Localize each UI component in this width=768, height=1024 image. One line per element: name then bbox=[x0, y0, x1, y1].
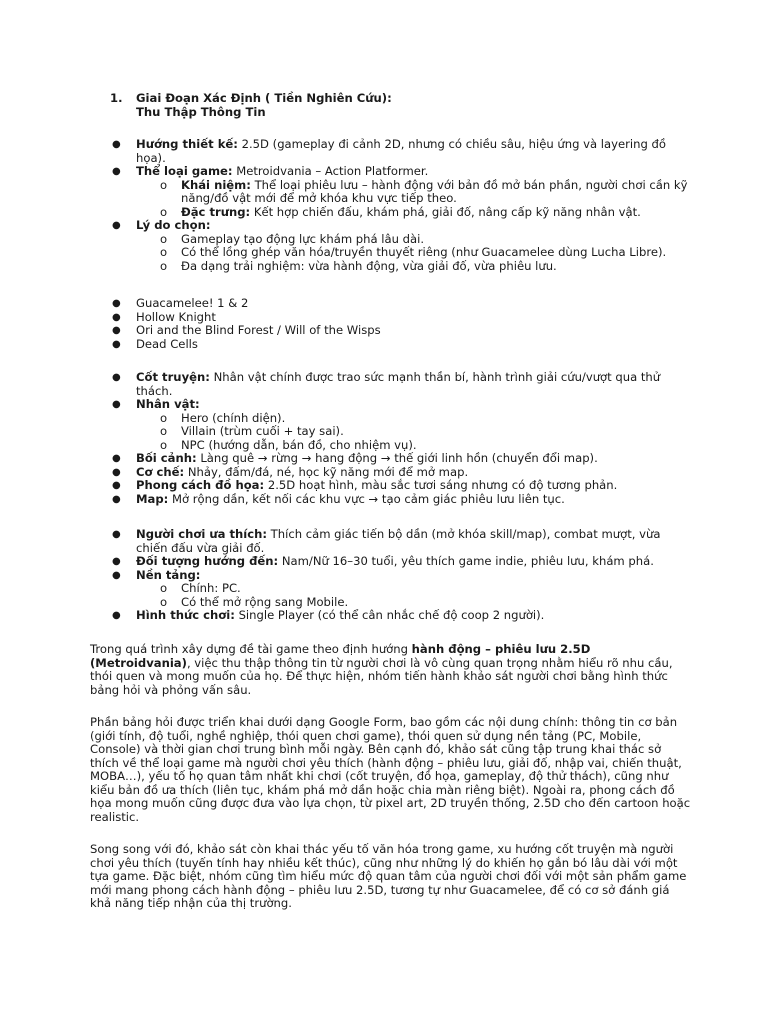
item-text: Mở rộng dần, kết nối các khu vực → tạo cảm giác phiêu lưu liên tục. bbox=[168, 491, 565, 506]
list-item bbox=[0, 609, 768, 623]
paragraph-intro bbox=[90, 643, 690, 697]
list-item bbox=[0, 452, 768, 466]
paragraph-line: kiểu bản đồ ưa thích (liên tục, khám phá mở dần hoặc chia màn riêng biệt). Ngoài ra, phong cách đồ bbox=[90, 782, 675, 797]
paragraph-line: MOBA…), yếu tố họ quan tâm nhất khi chơi (cốt truyện, đồ họa, gameplay, độ thử thách), cũng như bbox=[90, 769, 669, 783]
circle-bullet-icon: o bbox=[160, 581, 168, 595]
sub-text: Chính: PC. bbox=[181, 581, 241, 595]
paragraph-line: realistic. bbox=[90, 809, 140, 824]
bullet-icon: ● bbox=[112, 610, 121, 621]
item-text: Thích cảm giác tiến bộ dần (mở khóa skill/map), combat mượt, vừa bbox=[266, 527, 661, 541]
sub-label: Đặc trưng: bbox=[181, 204, 251, 219]
item-text: Làng quê → rừng → hang động → thế giới linh hồn (chuyển đổi map). bbox=[196, 451, 598, 465]
sub-text: Có thể lồng ghép văn hóa/truyền thuyết riêng (như Guacamelee dùng Lucha Libre). bbox=[181, 245, 667, 259]
bullet-icon: ● bbox=[112, 311, 121, 323]
item-label: Lý do chọn: bbox=[136, 218, 211, 232]
bullet-icon: ● bbox=[112, 493, 121, 505]
audience-list bbox=[0, 528, 768, 623]
bullet-icon: ● bbox=[112, 453, 121, 464]
item-text-cont: chiến đấu vừa giải đố. bbox=[136, 540, 265, 555]
paragraph-line: bảng hỏi và phỏng vấn sâu. bbox=[90, 682, 252, 697]
sub-text: NPC (hướng dẫn, bán đồ, cho nhiệm vụ). bbox=[181, 437, 417, 452]
item-label: Nhân vật: bbox=[136, 397, 200, 411]
circle-bullet-icon: o bbox=[160, 594, 168, 609]
sub-text: Kết hợp chiến đấu, khám phá, giải đố, nâng cấp kỹ năng nhân vật. bbox=[250, 204, 641, 219]
list-item bbox=[0, 165, 768, 179]
list-item bbox=[0, 569, 768, 583]
list-item bbox=[0, 338, 768, 352]
sub-item bbox=[0, 412, 768, 426]
item-label: Map: bbox=[136, 491, 169, 506]
item-label: Hình thức chơi: bbox=[136, 608, 235, 622]
heading-number: 1. bbox=[110, 91, 123, 105]
sub-text: Đa dạng trải nghiệm: vừa hành động, vừa giải đố, vừa phiêu lưu. bbox=[181, 258, 557, 273]
sub-item bbox=[0, 439, 768, 453]
bullet-icon: ● bbox=[112, 556, 121, 567]
circle-bullet-icon: o bbox=[160, 437, 168, 452]
list-item bbox=[0, 466, 768, 480]
item-label: Người chơi ưa thích: bbox=[136, 527, 267, 541]
heading-line-2: Thu Thập Thông Tin bbox=[136, 104, 266, 119]
paragraph-line: (giới tính, độ tuổi, nghề nghiệp, thói quen chơi game), thói quen sử dụng nền tảng (PC, Mobile, bbox=[90, 728, 642, 743]
sub-item bbox=[0, 206, 768, 220]
paragraph-line: mới mang phong cách hành động – phiêu lưu 2.5D, tương tự như Guacamelee, để có cơ sở đánh giá bbox=[90, 882, 670, 897]
list-item bbox=[0, 555, 768, 569]
paragraph-survey bbox=[90, 716, 690, 824]
list-item bbox=[0, 479, 768, 493]
game-title: Dead Cells bbox=[136, 336, 198, 351]
paragraph-line: Phần bảng hỏi được triển khai dưới dạng Google Form, bao gồm các nội dung chính: thông tin cơ bản bbox=[90, 715, 678, 729]
design-list bbox=[0, 138, 768, 273]
circle-bullet-icon: o bbox=[160, 204, 168, 219]
sub-item bbox=[0, 582, 768, 596]
paragraph-line: Console) và thời gian chơi trung bình mỗi ngày. Bên cạnh đó, khảo sát cũng tập trung khai thác sở bbox=[90, 742, 662, 756]
paragraph-line: thích về thể loại game mà người chơi yêu thích (hành động – phiêu lưu, giải đố, nhập vai, chiến thuật, bbox=[90, 755, 682, 770]
bullet-icon: ● bbox=[112, 480, 121, 491]
paragraph-text: , việc thu thập thông tin từ người chơi là vô cùng quan trọng nhằm hiểu rõ nhu cầu, bbox=[186, 655, 673, 670]
list-item bbox=[0, 311, 768, 325]
item-label: Phong cách đồ họa: bbox=[136, 478, 265, 492]
item-text: Metroidvania – Action Platformer. bbox=[232, 164, 429, 178]
item-text: Nhảy, đấm/đá, né, học kỹ năng mới để mở map. bbox=[184, 464, 469, 479]
bullet-icon: ● bbox=[112, 166, 121, 177]
bullet-icon: ● bbox=[112, 372, 121, 383]
circle-bullet-icon: o bbox=[160, 424, 168, 438]
paragraph-line: chơi yêu thích (tuyến tính hay nhiều kết thúc), cũng như những lý do khiến họ gắn bó lâu dài với một bbox=[90, 855, 678, 870]
paragraph-emphasis: (Metroidvania) bbox=[90, 655, 187, 670]
item-text-cont: họa). bbox=[136, 150, 166, 165]
game-title: Hollow Knight bbox=[136, 309, 216, 324]
circle-bullet-icon: o bbox=[160, 231, 168, 246]
sub-item bbox=[0, 233, 768, 247]
item-text: Nhân vật chính được trao sức mạnh thần bí, hành trình giải cứu/vượt qua thử bbox=[209, 370, 661, 384]
sub-text-cont: năng/đồ vật mới để mở khóa khu vực tiếp theo. bbox=[181, 191, 457, 205]
sub-text: Villain (trùm cuối + tay sai). bbox=[181, 424, 344, 438]
item-label: Hướng thiết kế: bbox=[136, 137, 238, 151]
bullet-icon: ● bbox=[112, 466, 121, 478]
circle-bullet-icon: o bbox=[160, 177, 168, 192]
list-item bbox=[0, 297, 768, 311]
item-text-cont: thách. bbox=[136, 383, 173, 398]
sub-text: Hero (chính diện). bbox=[181, 410, 286, 425]
sub-item bbox=[0, 596, 768, 610]
game-title: Ori and the Blind Forest / Will of the Wisps bbox=[136, 323, 381, 337]
item-label: Nền tảng: bbox=[136, 567, 201, 582]
list-item bbox=[0, 493, 768, 507]
sub-text: Gameplay tạo động lực khám phá lâu dài. bbox=[181, 231, 425, 246]
sub-text: Có thể mở rộng sang Mobile. bbox=[181, 594, 349, 609]
sub-item bbox=[0, 246, 768, 260]
paragraph-text: Trong quá trình xây dựng đề tài game theo định hướng bbox=[90, 642, 412, 656]
paragraph-line: khả năng tiếp nhận của thị trường. bbox=[90, 896, 292, 910]
item-label: Cốt truyện: bbox=[136, 370, 210, 384]
paragraph-emphasis: hành động – phiêu lưu 2.5D bbox=[411, 642, 591, 656]
list-item bbox=[0, 398, 768, 412]
sub-item bbox=[0, 179, 768, 193]
paragraph-line: họa mong muốn cũng được đưa vào lựa chọn, từ pixel art, 2D truyền thống, 2.5D cho đến cartoon hoặc bbox=[90, 796, 691, 810]
item-text: Single Player (có thể cân nhắc chế độ coop 2 người). bbox=[234, 608, 545, 622]
bullet-icon: ● bbox=[112, 298, 121, 309]
bullet-icon: ● bbox=[112, 325, 121, 336]
story-list bbox=[0, 371, 768, 506]
bullet-icon: ● bbox=[112, 139, 121, 150]
reference-games-list bbox=[0, 297, 768, 351]
circle-bullet-icon: o bbox=[160, 258, 168, 273]
sub-label: Khái niệm: bbox=[181, 177, 251, 192]
list-item bbox=[0, 528, 768, 542]
game-title: Guacamelee! 1 & 2 bbox=[136, 296, 249, 310]
circle-bullet-icon: o bbox=[160, 245, 168, 259]
list-item bbox=[0, 324, 768, 338]
item-label: Thể loại game: bbox=[136, 164, 233, 178]
paragraph-line: tựa game. Đặc biệt, nhóm cũng tìm hiểu mức độ quan tâm của người chơi đối với một sản phẩm game bbox=[90, 869, 687, 883]
circle-bullet-icon: o bbox=[160, 410, 168, 425]
list-item bbox=[0, 219, 768, 233]
item-label: Đối tượng hướng đến: bbox=[136, 554, 279, 568]
sub-item bbox=[0, 425, 768, 439]
bullet-icon: ● bbox=[112, 569, 121, 581]
heading-line-1: Giai Đoạn Xác Định ( Tiền Nghiên Cứu): bbox=[136, 91, 392, 105]
paragraph-culture bbox=[90, 843, 690, 911]
section-heading bbox=[0, 92, 768, 119]
bullet-icon: ● bbox=[112, 529, 121, 540]
list-item bbox=[0, 138, 768, 152]
item-text: Nam/Nữ 16–30 tuổi, yêu thích game indie, phiêu lưu, khám phá. bbox=[278, 554, 654, 568]
list-item bbox=[0, 371, 768, 385]
item-text: 2.5D hoạt hình, màu sắc tươi sáng nhưng có độ tương phản. bbox=[264, 478, 618, 492]
bullet-icon: ● bbox=[112, 220, 121, 231]
bullet-icon: ● bbox=[112, 399, 121, 410]
item-label: Cơ chế: bbox=[136, 464, 185, 479]
paragraph-line: Song song với đó, khảo sát còn khai thác yếu tố văn hóa trong game, xu hướng cốt truyện mà người bbox=[90, 842, 674, 856]
item-label: Bối cảnh: bbox=[136, 451, 197, 465]
sub-item bbox=[0, 260, 768, 274]
sub-text: Thể loại phiêu lưu – hành động với bản đồ mở bán phần, người chơi cần kỹ bbox=[250, 177, 688, 192]
bullet-icon: ● bbox=[112, 338, 121, 350]
paragraph-line: thói quen và mong muốn của họ. Để thực hiện, nhóm tiến hành khảo sát người chơi bằng hình thức bbox=[90, 669, 668, 683]
item-text: 2.5D (gameplay đi cảnh 2D, nhưng có chiều sâu, hiệu ứng và layering đồ bbox=[237, 137, 666, 151]
